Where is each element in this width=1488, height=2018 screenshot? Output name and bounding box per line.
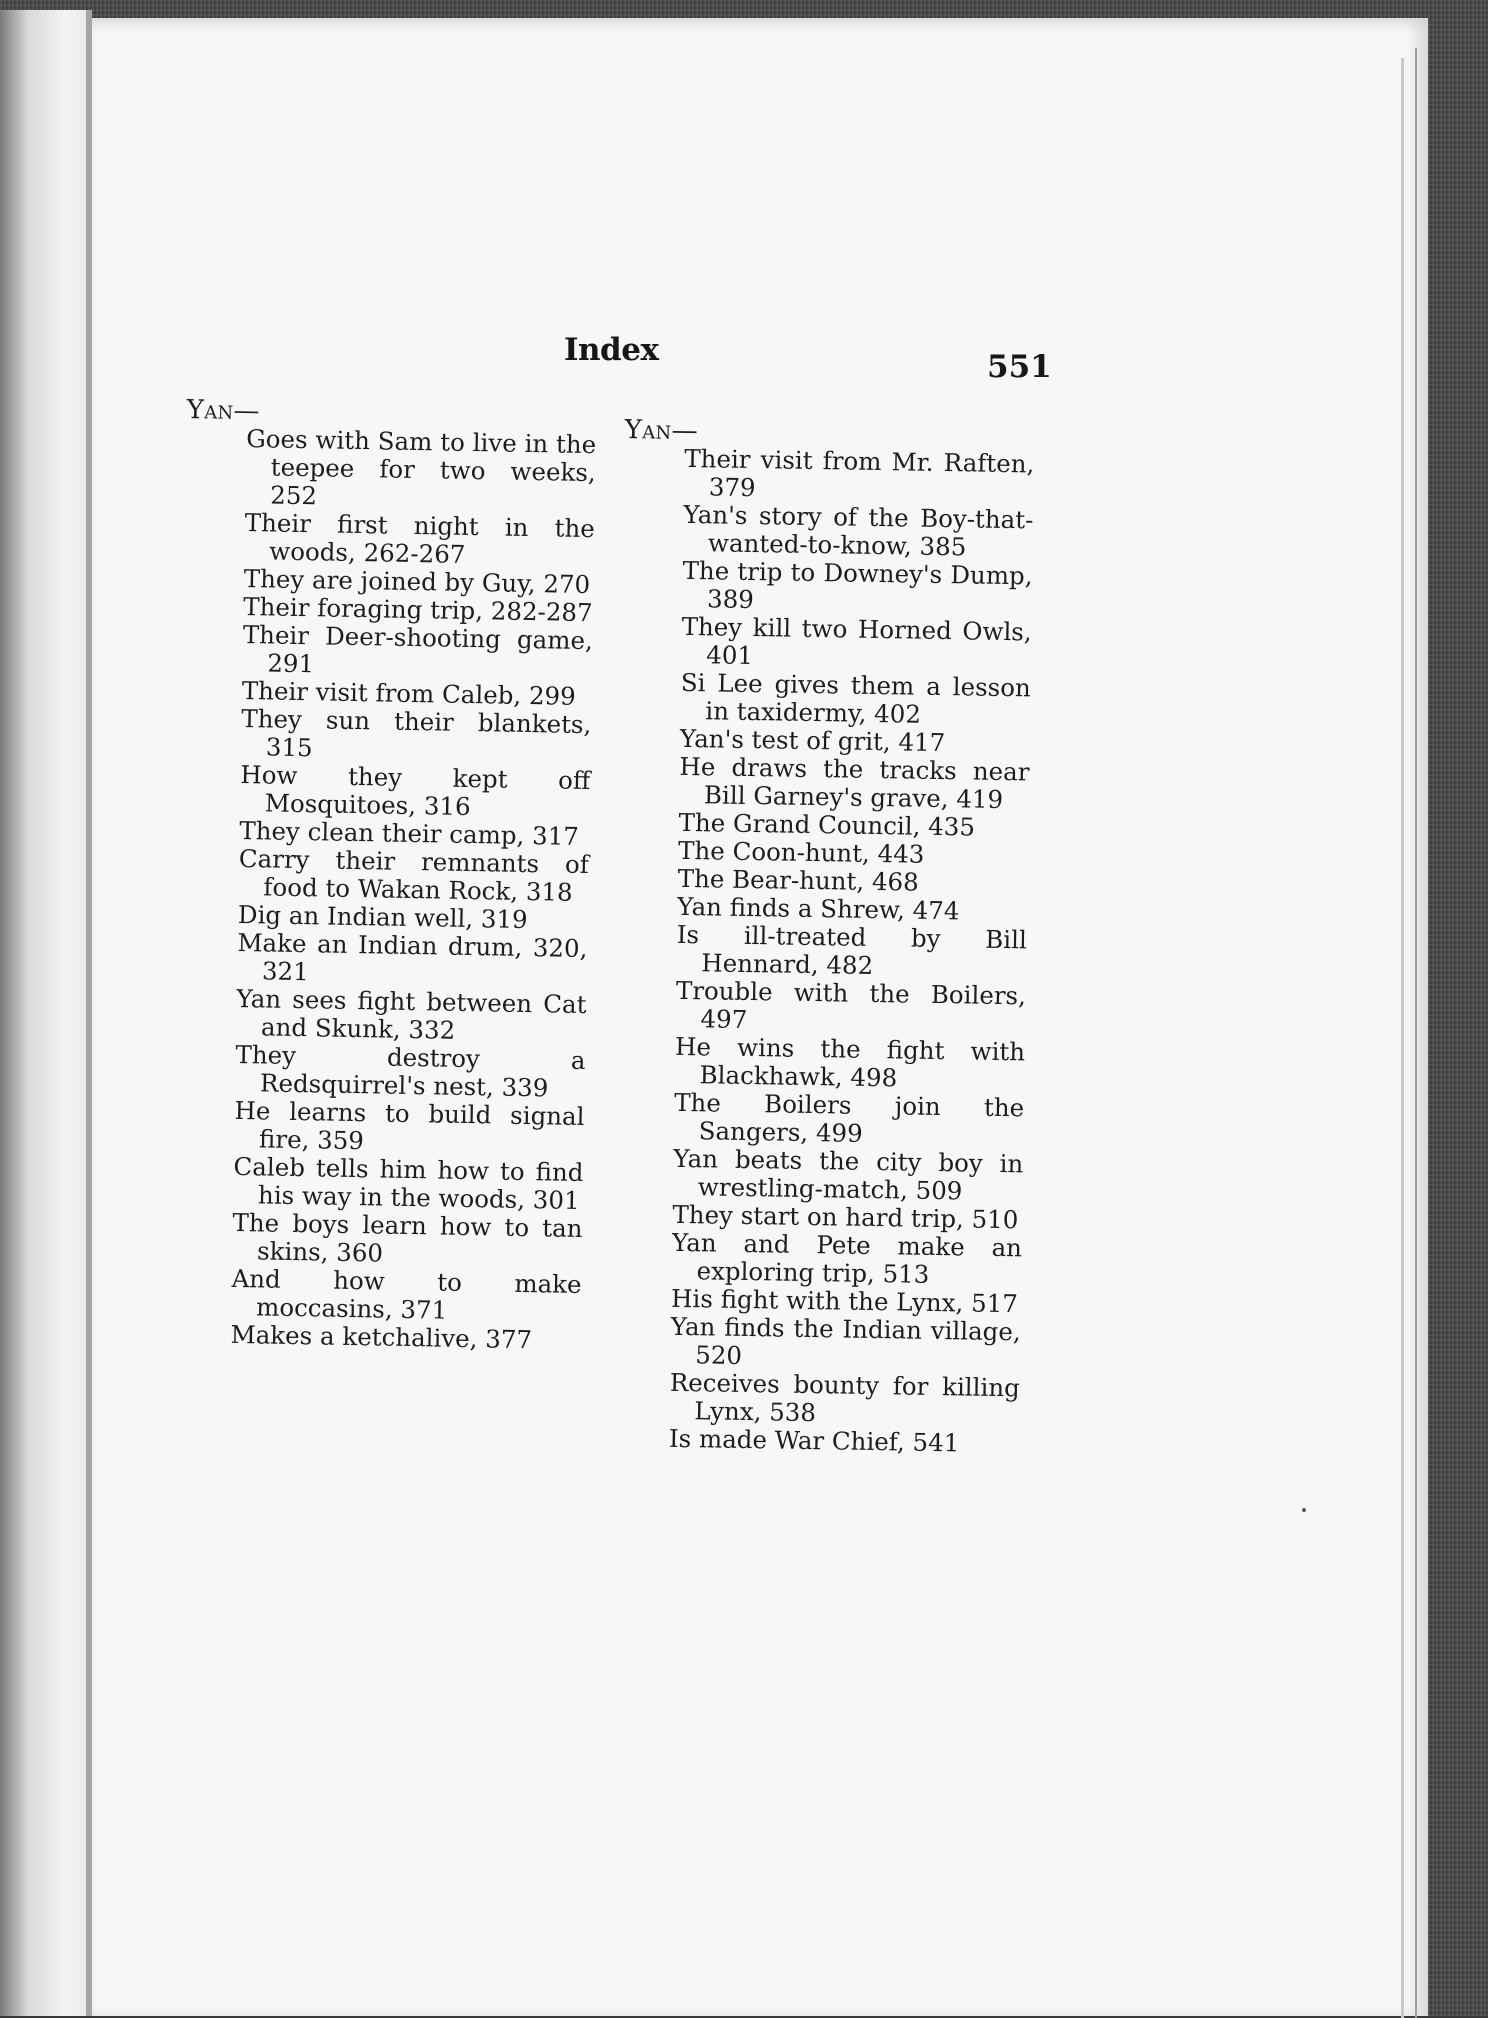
- index-entry: Dig an Indian well, 319: [237, 899, 528, 935]
- index-entry: His fight with the Lynx, 517: [670, 1283, 1019, 1319]
- index-entry: Is ill-treated by Bill Hennard, 482: [676, 919, 1028, 980]
- index-entry: The trip to Downey's Dump, 389: [682, 555, 1033, 615]
- index-entry: The Coon-hunt, 443: [677, 835, 925, 869]
- index-entry: He draws the tracks near Bill Garney's grave, 419: [679, 751, 1030, 814]
- index-entry: Their Deer-shooting game, 291: [242, 620, 594, 679]
- index-entry: He learns to build signal fire, 359: [234, 1095, 585, 1156]
- index-entry: They destroy a Redsquirrel's nest, 339: [235, 1039, 586, 1103]
- index-entry: Goes with Sam to live in the teepee for two weeks, 252: [246, 424, 597, 511]
- running-head: Index: [564, 332, 659, 368]
- index-column-left: [170, 396, 597, 1355]
- index-entry: The Bear-hunt, 468: [677, 863, 919, 897]
- index-heading-left: Yan—: [186, 395, 261, 427]
- index-entry: Yan finds the Indian village, 520: [670, 1311, 1021, 1370]
- index-entry: Si Lee gives them a lesson in taxidermy, 402: [680, 667, 1032, 729]
- index-entry: The boys learn how to tan skins, 360: [232, 1207, 583, 1268]
- index-heading-right: Yan—: [624, 415, 699, 447]
- left-page-edge: [0, 10, 92, 2016]
- index-entry: Yan's test of grit, 417: [679, 723, 946, 758]
- index-entry: Their visit from Mr. Raften, 379: [684, 443, 1035, 503]
- index-entry: Yan and Pete make an exploring trip, 513: [671, 1227, 1023, 1289]
- index-entry: Yan beats the city boy in wrestling-match, 509: [673, 1143, 1024, 1206]
- index-entry: Make an Indian drum, 320, 321: [237, 927, 588, 987]
- index-entry: Caleb tells him how to find his way in the woods, 301: [233, 1151, 584, 1215]
- index-entry: Their first night in the woods, 262-267: [244, 508, 596, 569]
- index-column-right: [609, 416, 1035, 1458]
- page-number: 551: [987, 349, 1052, 385]
- index-entry: They kill two Horned Owls, 401: [681, 611, 1032, 671]
- index-entry: Is made War Chief, 541: [668, 1423, 960, 1458]
- index-entry: Receives bounty for killing Lynx, 538: [669, 1367, 1021, 1428]
- index-entry: Their foraging trip, 282-287: [243, 592, 593, 628]
- index-entry: The Boilers join the Sangers, 499: [673, 1087, 1025, 1148]
- index-entry: He wins the fight with Blackhawk, 498: [674, 1031, 1026, 1093]
- book-page: [92, 18, 1428, 2016]
- index-entry: And how to make moccasins, 371: [231, 1263, 582, 1325]
- index-entry: Trouble with the Boilers, 497: [675, 975, 1027, 1034]
- index-entry: Yan's story of the Boy-that-wanted-to-know, 385: [683, 499, 1034, 562]
- index-entry: Their visit from Caleb, 299: [241, 676, 577, 711]
- ink-speck: [1302, 1508, 1306, 1512]
- index-entry: They clean their camp, 317: [239, 815, 580, 851]
- index-entry: They are joined by Guy, 270: [243, 564, 591, 600]
- index-entry-list-right: [609, 444, 1035, 1458]
- index-entry: They sun their blankets, 315: [241, 704, 592, 763]
- index-entry: Makes a ketchalive, 377: [230, 1319, 533, 1355]
- index-entry: Yan finds a Shrew, 474: [677, 891, 960, 926]
- index-entry: They start on hard trip, 510: [672, 1199, 1019, 1235]
- index-entry: The Grand Council, 435: [678, 807, 976, 842]
- index-entry: Yan sees fight between Cat and Skunk, 332: [236, 983, 587, 1045]
- index-entry-list-left: [170, 424, 596, 1355]
- index-entry: Carry their remnants of food to Wakan Rock, 318: [238, 843, 590, 907]
- index-entry: How they kept off Mosquitoes, 316: [240, 759, 591, 822]
